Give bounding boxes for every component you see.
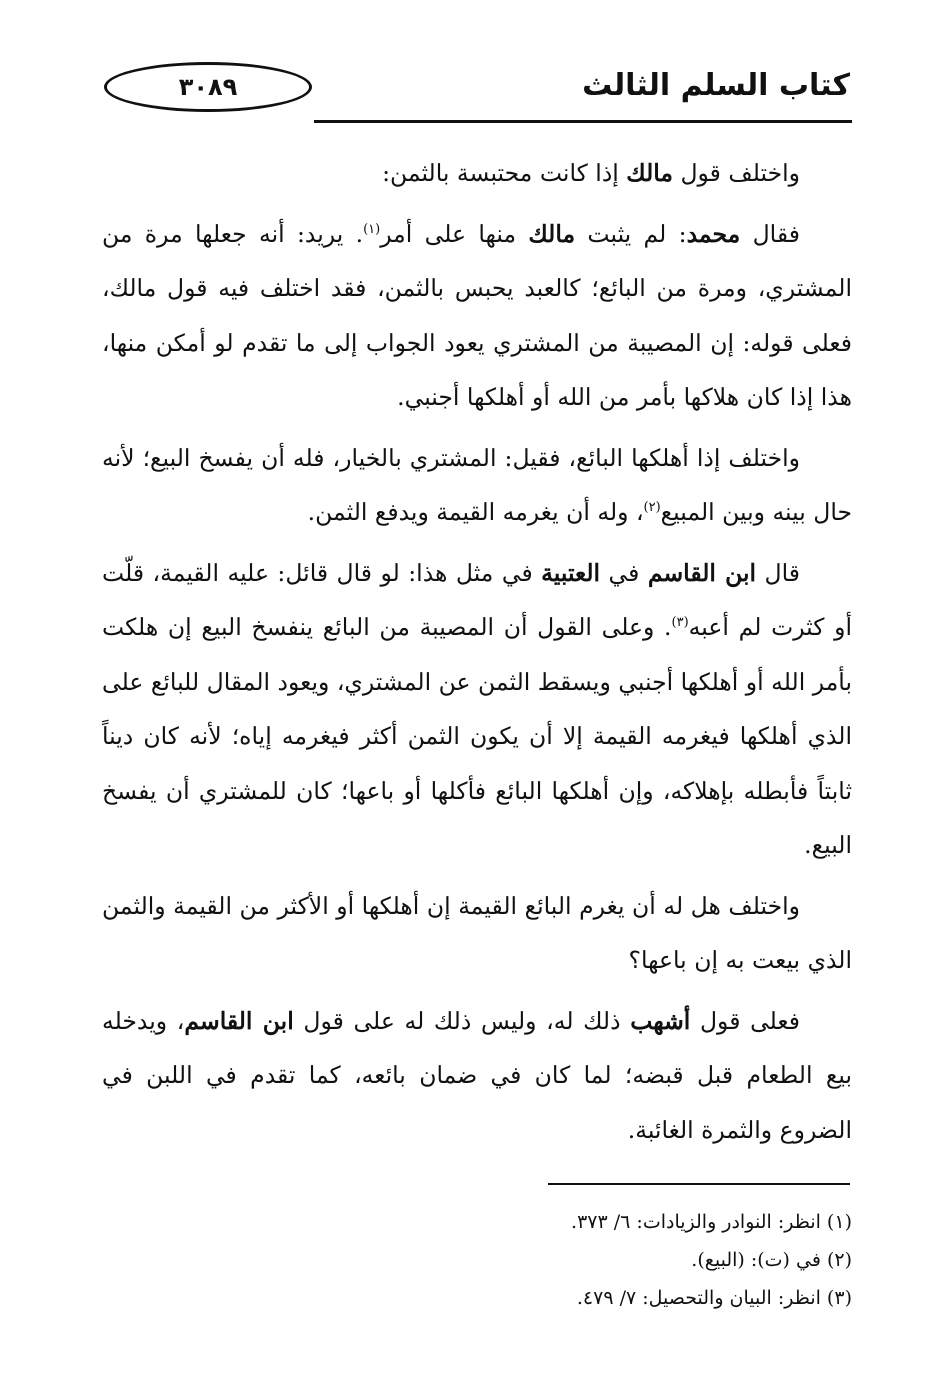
person-name: محمد bbox=[686, 219, 741, 248]
footnote: (١) انظر: النوادر والزيادات: ٦/ ٣٧٣. bbox=[571, 1211, 852, 1233]
text-run: . يريد: أنه جعلها مرة من المشتري، ومرة من البائع؛ كالعبد يحبس بالثمن، فقد اختلف فيه قول مالك، فعلى قوله: إن المصيبة من المشتري يعود الجواب إلى ما تقدم لو أمكن منها، هذا إذا كان هلاكها بأمر من الله أو أهلكها أجنبي. bbox=[102, 219, 852, 411]
footnote-separator bbox=[548, 1183, 850, 1185]
text-run: في مثل هذا: لو قال قائل: عليه القيمة، قلّت أو كثرت لم أعبه bbox=[102, 558, 852, 641]
footnote: (٢) في (ت): (البيع). bbox=[691, 1249, 852, 1271]
footnote-marker: (٣) bbox=[671, 615, 689, 631]
text-run: ذلك له، وليس ذلك له على قول bbox=[293, 1006, 631, 1035]
paragraph bbox=[102, 994, 852, 1158]
footnote-marker: (٢) bbox=[643, 500, 661, 516]
person-name: العتبية bbox=[541, 558, 601, 587]
text-run: ، ويدخله بيع الطعام قبل قبضه؛ لما كان في ضمان بائعه، كما تقدم في اللبن في الضروع والثمرة الغائبة. bbox=[102, 1006, 852, 1144]
paragraph bbox=[102, 879, 852, 988]
person-name: مالك bbox=[626, 159, 673, 187]
text-run: إذا كانت محتبسة بالثمن: bbox=[382, 159, 627, 187]
person-name: أشهب bbox=[630, 1006, 691, 1035]
header-rule bbox=[314, 120, 852, 123]
text-run: واختلف قول bbox=[673, 159, 800, 187]
text-run: فقال bbox=[740, 219, 800, 248]
person-name: ابن القاسم bbox=[184, 1006, 294, 1035]
page-header bbox=[100, 54, 852, 126]
paragraph bbox=[102, 546, 852, 873]
footnotes bbox=[102, 1203, 852, 1317]
text-run: واختلف هل له أن يغرم البائع القيمة إن أهلكها أو الأكثر من القيمة والثمن الذي بيعت به إن باعها؟ bbox=[102, 891, 852, 974]
text-run: : لم يثبت bbox=[575, 219, 687, 248]
body-text bbox=[102, 146, 852, 1163]
text-run: واختلف إذا أهلكها البائع، فقيل: المشتري بالخيار، فله أن يفسخ البيع؛ لأنه حال بينه وبين المبيع bbox=[102, 443, 852, 526]
text-run: . وعلى القول أن المصيبة من البائع ينفسخ البيع إن هلكت بأمر الله أو أهلكها أجنبي ويسقط الثمن عن المشتري، ويعود المقال للبائع على الذي أهلكها فيغرمه القيمة إلا أن يكون الثمن أكثر فيغرمه إياه؛ لأنه كان ديناً ثابتاً فأبطله بإهلاكه، وإن أهلكها البائع فأكلها أو باعها؛ كان للمشتري أن يفسخ البيع. bbox=[102, 613, 852, 859]
footnote-marker: (١) bbox=[363, 221, 381, 237]
text-run: في bbox=[600, 558, 648, 587]
page-number: ٣٠٨٩ bbox=[104, 62, 312, 112]
paragraph bbox=[102, 431, 852, 540]
text-run: فعلى قول bbox=[690, 1006, 801, 1035]
footnote: (٣) انظر: البيان والتحصيل: ٧/ ٤٧٩. bbox=[576, 1287, 852, 1309]
text-run: قال bbox=[756, 558, 800, 587]
paragraph bbox=[102, 207, 852, 425]
running-title: كتاب السلم الثالث bbox=[582, 68, 850, 103]
person-name: مالك bbox=[528, 219, 576, 248]
text-run: ، وله أن يغرمه القيمة ويدفع الثمن. bbox=[307, 498, 644, 526]
text-run: منها على أمر bbox=[380, 219, 529, 248]
person-name: ابن القاسم bbox=[647, 558, 757, 587]
paragraph bbox=[102, 146, 852, 201]
